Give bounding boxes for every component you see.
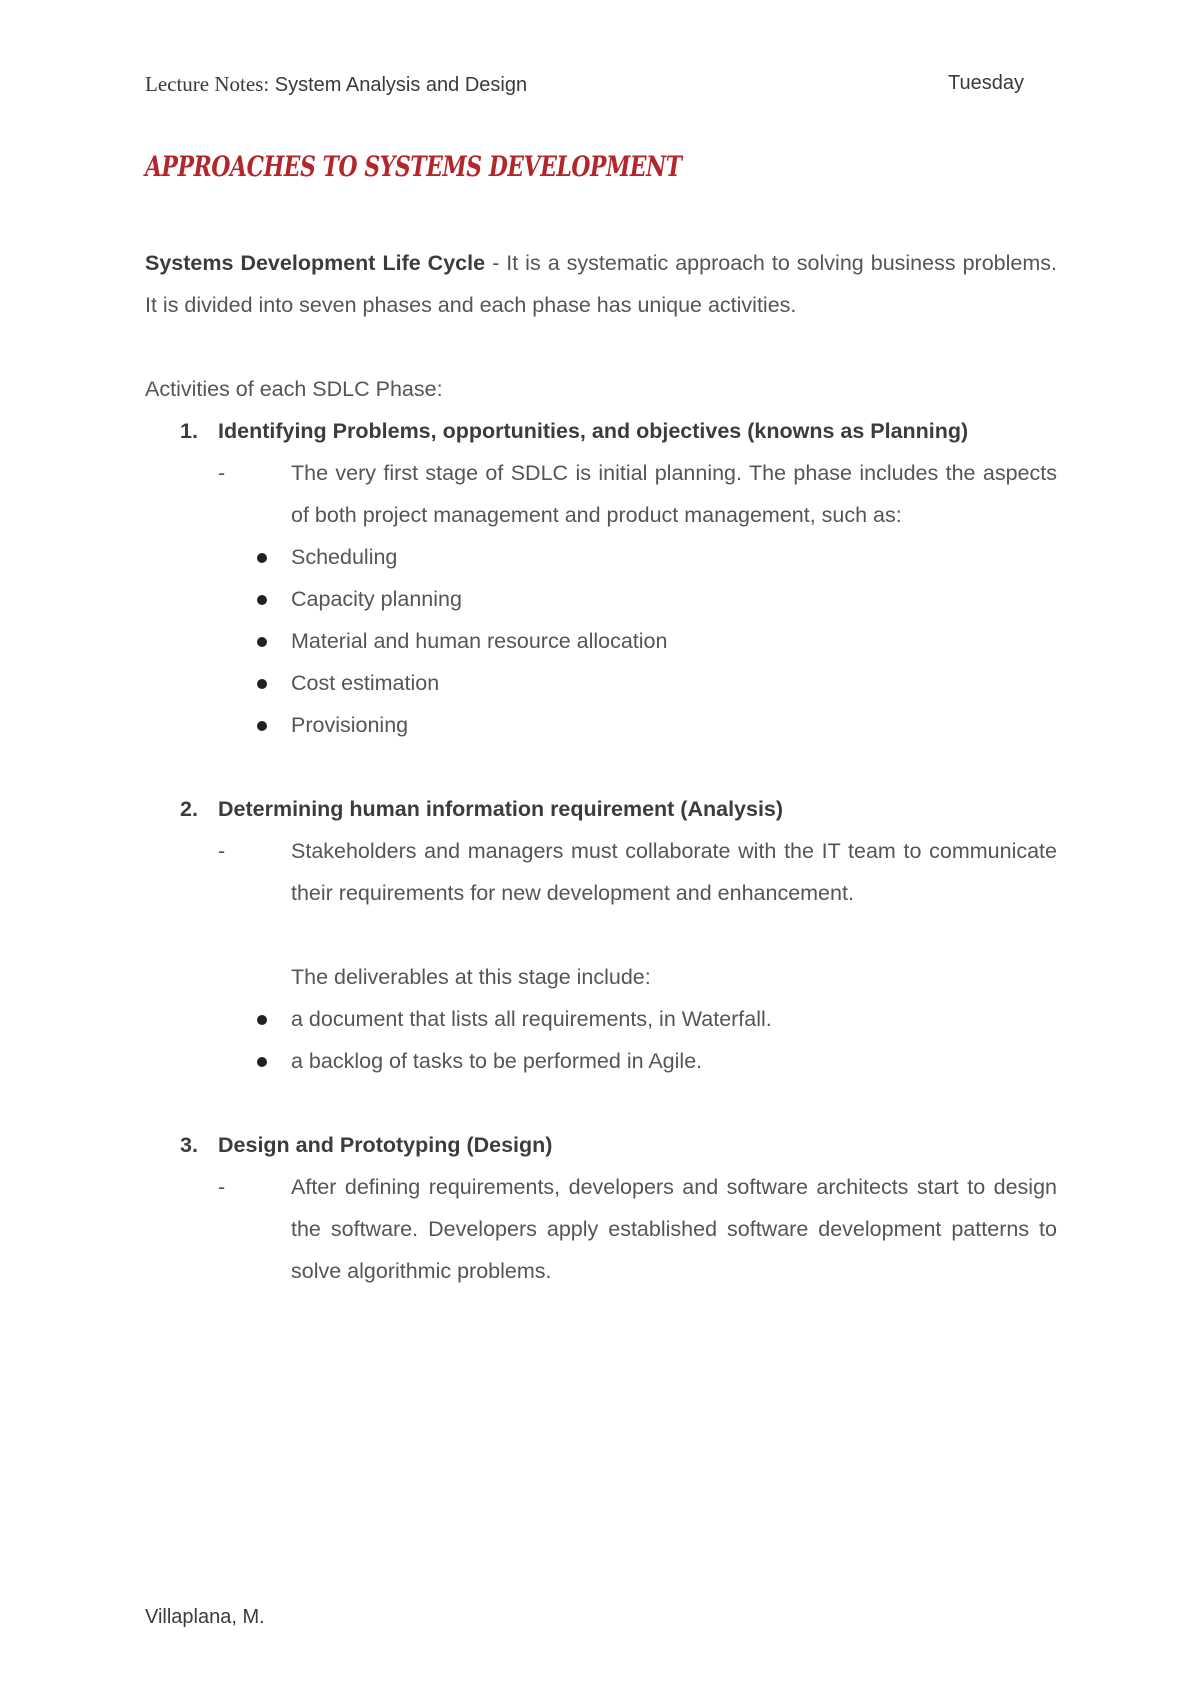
phase-bullets (218, 998, 1057, 1082)
deliverables-lead: The deliverables at this stage include: (291, 965, 651, 989)
activities-lead: Activities of each SDLC Phase: (145, 377, 443, 401)
intro-paragraph (145, 242, 1057, 326)
intro-term: Systems Development Life Cycle (145, 251, 486, 275)
list-item: Capacity planning (291, 578, 1057, 620)
footer-author: Villaplana, M. (145, 1606, 265, 1628)
list-item: Cost estimation (291, 662, 1057, 704)
phase-description (218, 1166, 1057, 1292)
phase-title: Determining human information requirement (Analysis) (218, 797, 784, 821)
dash-marker: - (218, 461, 226, 485)
phase-description (218, 452, 1057, 536)
phase-number: 2. (180, 797, 198, 821)
phase-description-text: Stakeholders and managers must collaborate with the IT team to communicate their requirements for new development and enhancement. (291, 839, 1057, 905)
phase-description-text: The very first stage of SDLC is initial planning. The phase includes the aspects of both project management and product management, such as: (291, 461, 1057, 527)
phase-description-text: After defining requirements, developers and software architects start to design the software. Developers apply established software development patterns to solve algorithmic problems. (291, 1175, 1057, 1283)
dash-marker: - (218, 839, 226, 863)
page-title: APPROACHES TO SYSTEMS DEVELOPMENT (145, 150, 682, 183)
list-item: Material and human resource allocation (291, 620, 1057, 662)
list-item: a backlog of tasks to be performed in Agile. (291, 1040, 1057, 1082)
phase-title: Design and Prototyping (Design) (218, 1133, 553, 1157)
header-prefix: Lecture Notes: (145, 72, 270, 96)
phase-title: Identifying Problems, opportunities, and objectives (knowns as Planning) (218, 419, 969, 443)
list-item: Scheduling (291, 536, 1057, 578)
phase-item-2 (145, 788, 1057, 1082)
header-course-title (145, 72, 527, 97)
phase-description (218, 830, 1057, 998)
phase-bullets (218, 536, 1057, 746)
header-course: System Analysis and Design (269, 74, 528, 96)
document-body (145, 242, 1057, 1292)
phase-item-3 (145, 1124, 1057, 1292)
dash-marker: - (218, 1175, 226, 1199)
phase-number: 3. (180, 1133, 198, 1157)
header-day: Tuesday (948, 72, 1024, 94)
list-item: a document that lists all requirements, in Waterfall. (291, 998, 1057, 1040)
intro-definition: - It is a systematic approach to solving business problems. It is divided into seven phases and each phase has unique activities. (145, 251, 1057, 317)
phase-item-1 (145, 410, 1057, 746)
list-item: Provisioning (291, 704, 1057, 746)
phase-number: 1. (180, 419, 198, 443)
